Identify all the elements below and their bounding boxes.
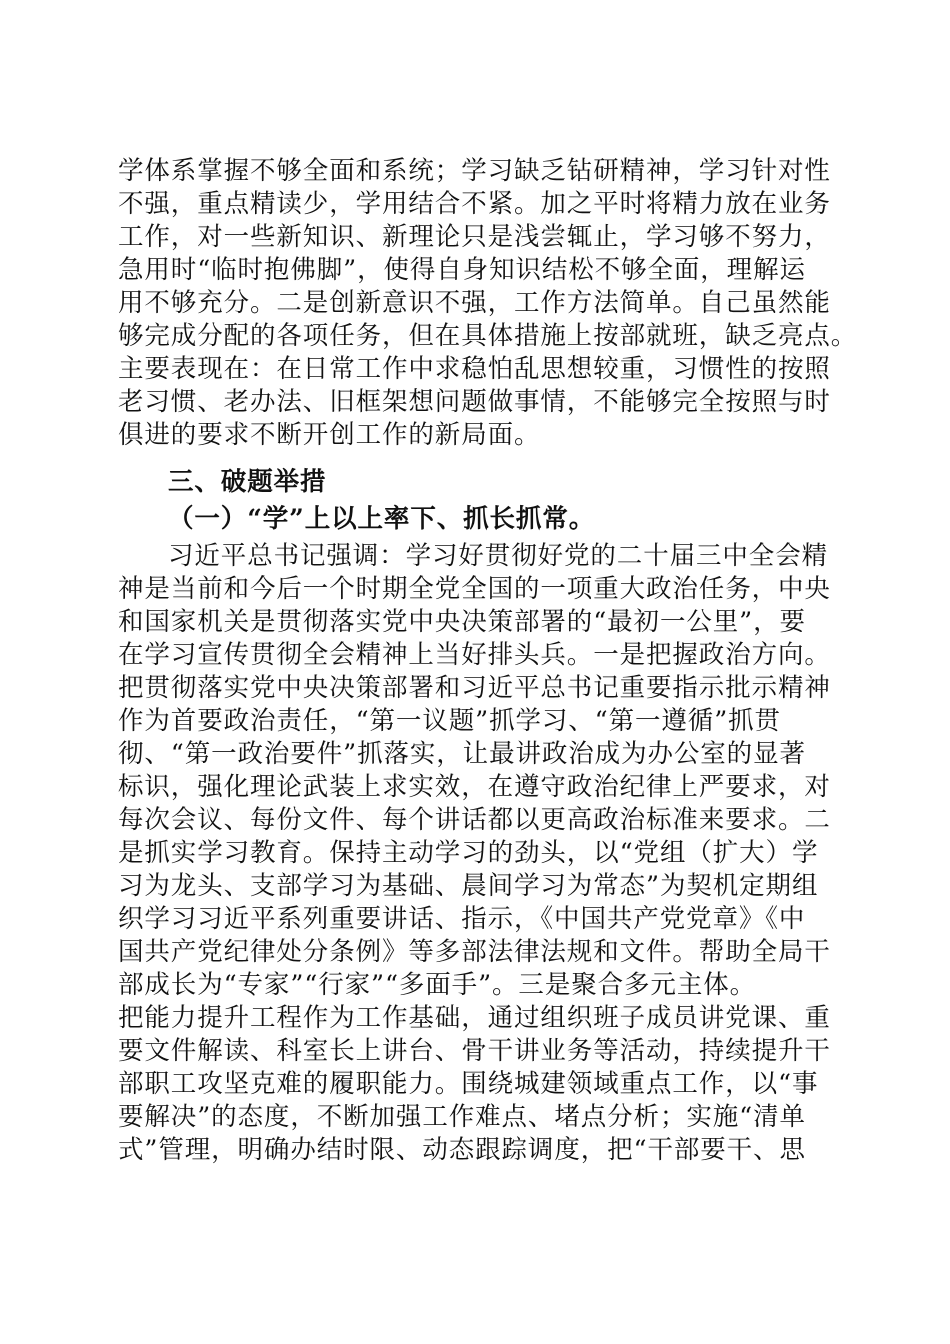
body-text-line: 要解决”的态度，不断加强工作难点、堵点分析；实施“清单 [118,1102,806,1132]
body-text-line: 织学习习近平系列重要讲话、指示，《中国共产党党章》《中 [118,904,806,934]
body-text-line: 部成长为“专家”“行家”“多面手”。三是聚合多元主体。 [118,970,757,1000]
body-text-line: 不强，重点精读少，学用结合不紧。加之平时将精力放在业务 [118,189,831,219]
body-text-line: 俱进的要求不断开创工作的新局面。 [118,420,541,450]
body-text-line: 工作，对一些新知识、新理论只是浅尝辄止，学习够不努力， [118,222,831,252]
body-text-line: 够完成分配的各项任务，但在具体措施上按部就班，缺乏亮点。 [118,321,858,351]
body-text-line: 和国家机关是贯彻落实党中央决策部署的“最初一公里”，要 [118,607,806,637]
body-text-line: 用不够充分。二是创新意识不强，工作方法简单。自己虽然能 [118,288,831,318]
body-text-line: 国共产党纪律处分条例》等多部法律法规和文件。帮助全局干 [118,937,831,967]
body-text-line: 要文件解读、科室长上讲台、骨干讲业务等活动，持续提升干 [118,1036,831,1066]
body-text-line: 作为首要政治责任，“第一议题”抓学习、“第一遵循”抓贯 [118,706,781,736]
body-text-line: 每次会议、每份文件、每个讲话都以更高政治标准来要求。二 [118,805,831,835]
body-text-line: 老习惯、老办法、旧框架想问题做事情，不能够完全按照与时 [118,387,831,417]
body-text-line: 在学习宣传贯彻全会精神上当好排头兵。一是把握政治方向。 [118,640,831,670]
body-text-line: 式”管理，明确办结时限、动态跟踪调度，把“干部要干、思 [118,1135,806,1165]
body-text-line: 习为龙头、支部学习为基础、晨间学习为常态”为契机定期组 [118,871,819,901]
body-text-line: 标识，强化理论武装上求实效，在遵守政治纪律上严要求，对 [118,772,831,802]
body-text-line: 学体系掌握不够全面和系统；学习缺乏钻研精神，学习针对性 [118,156,831,186]
paragraph-first-line: 习近平总书记强调：学习好贯彻好党的二十届三中全会精 [168,541,829,571]
body-text-line: 部职工攻坚克难的履职能力。围绕城建领域重点工作，以“事 [118,1069,819,1099]
body-text-line: 主要表现在：在日常工作中求稳怕乱思想较重，习惯性的按照 [118,354,831,384]
body-text-line: 神是当前和今后一个时期全党全国的一项重大政治任务，中央 [118,574,831,604]
subsection-heading: （一）“学”上以上率下、抓长抓常。 [168,504,596,534]
body-text-line: 彻、“第一政治要件”抓落实，让最讲政治成为办公室的显著 [118,739,806,769]
body-text-line: 急用时“临时抱佛脚”，使得自身知识结松不够全面，理解运 [118,255,806,285]
body-text-line: 把能力提升工程作为工作基础，通过组织班子成员讲党课、重 [118,1003,831,1033]
body-text-line: 是抓实学习教育。保持主动学习的劲头，以“党组（扩大）学 [118,838,819,868]
section-heading: 三、破题举措 [168,467,327,497]
body-text-line: 把贯彻落实党中央决策部署和习近平总书记重要指示批示精神 [118,673,831,703]
